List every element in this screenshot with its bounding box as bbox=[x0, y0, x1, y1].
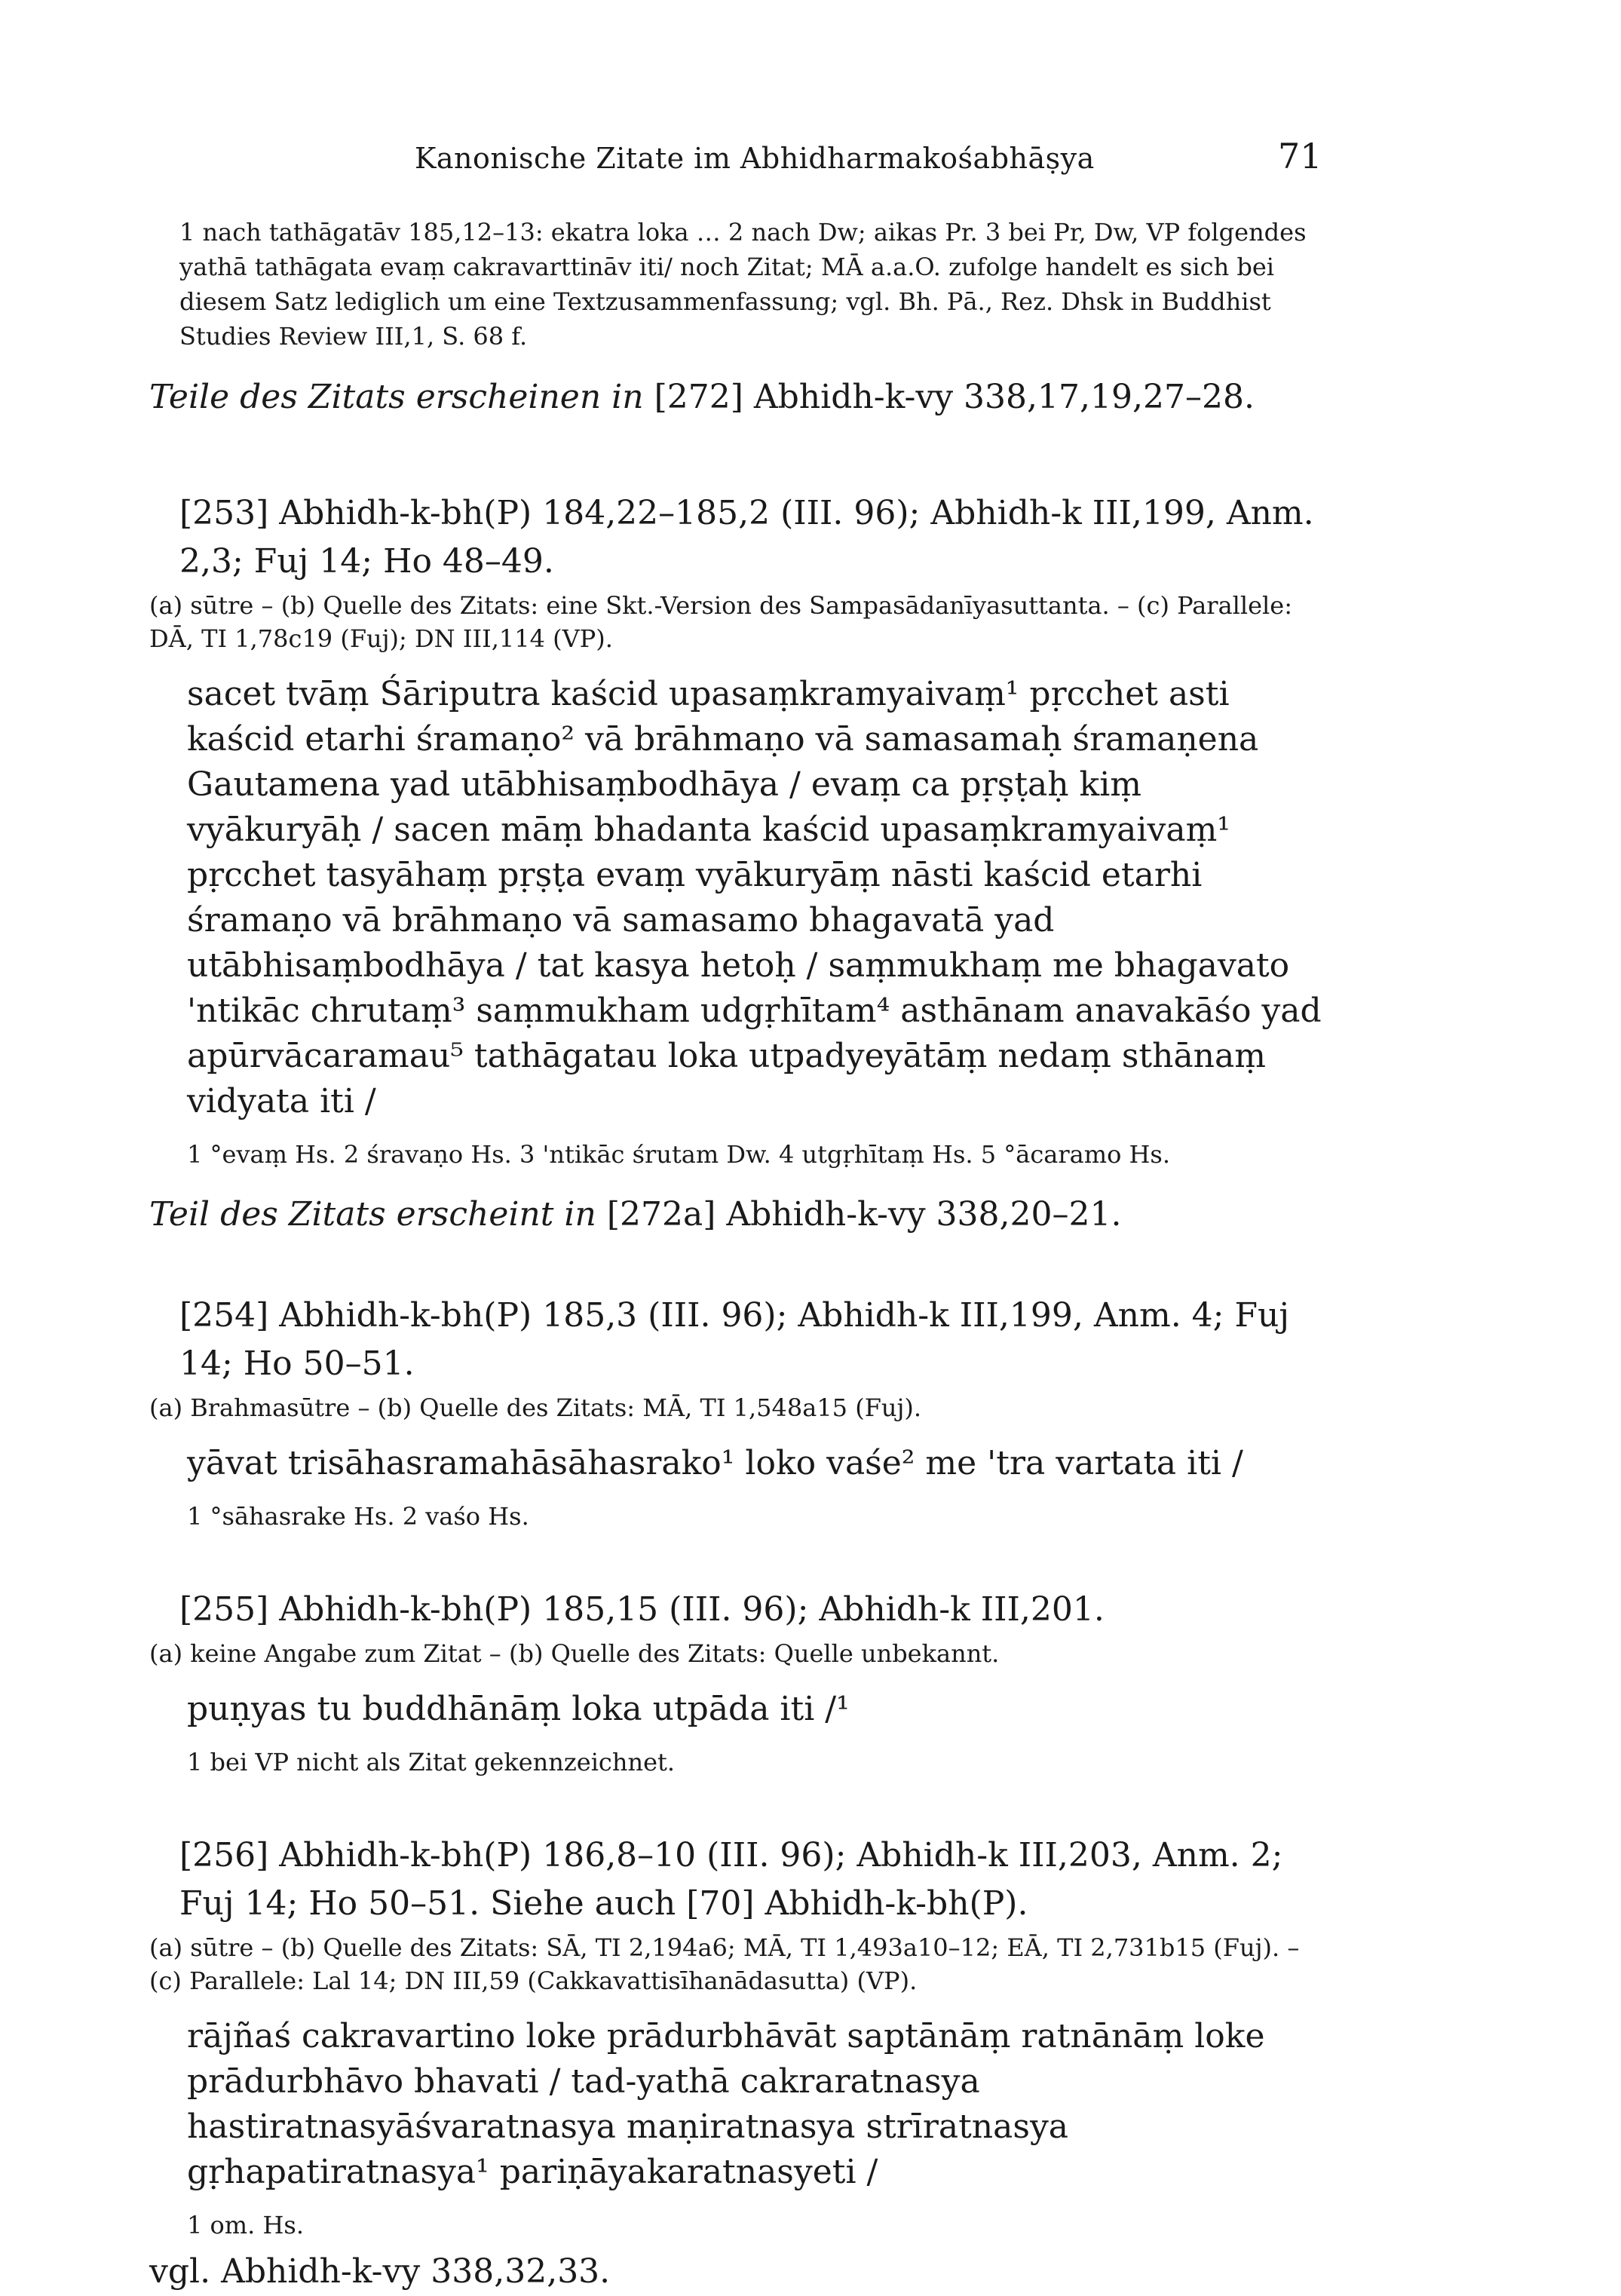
crossref-text: [272] Abhidh-k-vy 338,17,19,27–28. bbox=[643, 378, 1255, 416]
quote-footnotes: 1 °evaṃ Hs. 2 śravaṇo Hs. 3 'ntikāc śrutam Dw. 4 utgṛhītaṃ Hs. 5 °ācaramo Hs. bbox=[187, 1140, 1170, 1169]
entry-crossref bbox=[149, 1191, 1325, 1239]
entry-meta: (a) sūtre – (b) Quelle des Zitats: eine Skt.-Version des Sampasādanīyasuttanta. – (c) Parallele: DĀ, TI 1,78c19 (Fuj); DN III,114 (VP). bbox=[149, 591, 1292, 653]
entry-253 bbox=[149, 489, 1325, 1239]
entry-crossref: vgl. Abhidh-k-vy 338,32,33. bbox=[149, 2252, 611, 2291]
quote-footnotes: 1 om. Hs. bbox=[187, 2211, 304, 2239]
quote-footnotes: 1 °sāhasrake Hs. 2 vaśo Hs. bbox=[187, 1502, 529, 1531]
page-content bbox=[149, 215, 1325, 2296]
running-header: Kanonische Zitate im Abhidharmakośabhāṣya bbox=[415, 142, 1095, 175]
top-crossref bbox=[149, 373, 1325, 421]
entry-heading: [255] Abhidh-k-bh(P) 185,15 (III. 96); Abhidh-k III,201. bbox=[179, 1590, 1105, 1629]
entry-256 bbox=[149, 1832, 1325, 2296]
sanskrit-quote: yāvat trisāhasramahāsāhasrako¹ loko vaśe² me 'tra vartata iti / bbox=[187, 1444, 1243, 1482]
crossref-italic: Teil des Zitats erscheint in bbox=[149, 1195, 596, 1234]
entry-meta: (a) Brahmasūtre – (b) Quelle des Zitats: MĀ, TI 1,548a15 (Fuj). bbox=[149, 1393, 922, 1422]
entry-255 bbox=[149, 1586, 1325, 1779]
entry-heading: [253] Abhidh-k-bh(P) 184,22–185,2 (III. 96); Abhidh-k III,199, Anm. 2,3; Fuj 14; Ho 48–49. bbox=[179, 494, 1314, 581]
sanskrit-quote: puṇyas tu buddhānāṃ loka utpāda iti /¹ bbox=[187, 1690, 850, 1728]
sanskrit-quote: rājñaś cakravartino loke prādurbhāvāt saptānāṃ ratnānāṃ loke prādurbhāvo bhavati / tad-yathā cakraratnasya hastiratnasyāśvaratnasya maṇiratnasya strīratnasya gṛhapatiratnasya¹ pariṇāyakaratnasyeti / bbox=[187, 2017, 1265, 2191]
entry-heading: [254] Abhidh-k-bh(P) 185,3 (III. 96); Abhidh-k III,199, Anm. 4; Fuj 14; Ho 50–51. bbox=[179, 1296, 1289, 1383]
entry-254 bbox=[149, 1292, 1325, 1533]
entry-heading: [256] Abhidh-k-bh(P) 186,8–10 (III. 96); Abhidh-k III,203, Anm. 2; Fuj 14; Ho 50–51. Siehe auch [70] Abhidh-k-bh(P). bbox=[179, 1836, 1283, 1923]
entry-meta: (a) sūtre – (b) Quelle des Zitats: SĀ, TI 2,194a6; MĀ, TI 1,493a10–12; EĀ, TI 2,731b15 (Fuj). – (c) Parallele: Lal 14; DN III,59 (Cakkavattisīhanādasutta) (VP). bbox=[149, 1933, 1300, 1995]
sanskrit-quote: sacet tvāṃ Śāriputra kaścid upasaṃkramyaivaṃ¹ pṛcchet asti kaścid etarhi śramaṇo² vā brāhmaṇo vā samasamaḥ śramaṇena Gautamena yad utābhisaṃbodhāya / evaṃ ca pṛṣṭaḥ kiṃ vyākuryāḥ / sacen māṃ bhadanta kaścid upasaṃkramyaivaṃ¹ pṛcchet tasyāhaṃ pṛṣṭa evaṃ vyākuryāṃ nāsti kaścid etarhi śramaṇo vā brāhmaṇo vā samasamo bhagavatā yad utābhisaṃbodhāya / tat kasya hetoḥ / saṃmukhaṃ me bhagavato 'ntikāc chrutaṃ³ saṃmukham udgṛhītam⁴ asthānam anavakāśo yad apūrvācaramau⁵ tathāgatau loka utpadyeyātāṃ nedaṃ sthānaṃ vidyata iti / bbox=[187, 675, 1322, 1120]
crossref-italic: Teile des Zitats erscheinen in bbox=[149, 378, 644, 416]
top-footnotes: 1 nach tathāgatāv 185,12–13: ekatra loka … 2 nach Dw; aikas Pr. 3 bei Pr, Dw, VP folgendes yathā tathāgata evaṃ cakravarttināv iti/ noch Zitat; MĀ a.a.O. zufolge handelt es sich bei diesem Satz lediglich um eine Textzusammenfassung; vgl. Bh. Pā., Rez. Dhsk in Buddhist Studies Review III,1, S. 68 f. bbox=[179, 218, 1307, 351]
crossref-text: [272a] Abhidh-k-vy 338,20–21. bbox=[596, 1195, 1122, 1234]
page-number: 71 bbox=[1278, 136, 1322, 176]
entry-meta: (a) keine Angabe zum Zitat – (b) Quelle des Zitats: Quelle unbekannt. bbox=[149, 1639, 1000, 1668]
quote-footnotes: 1 bei VP nicht als Zitat gekennzeichnet. bbox=[187, 1748, 676, 1776]
